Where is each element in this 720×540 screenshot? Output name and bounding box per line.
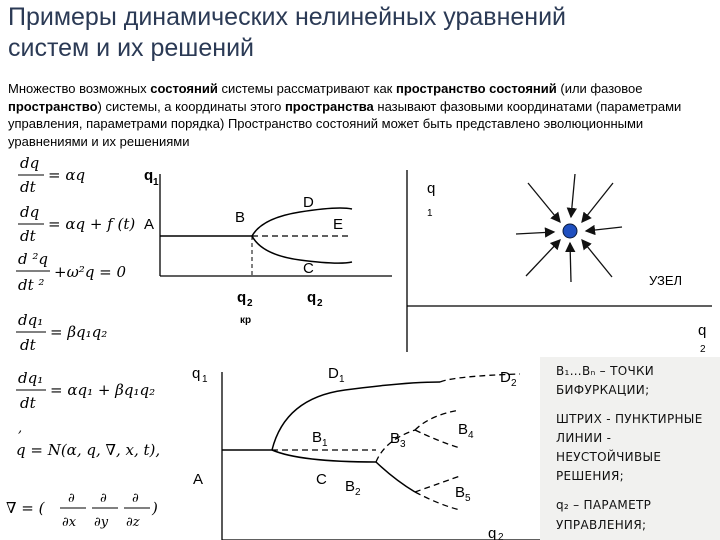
- eq7-p2-den: ∂y: [94, 515, 109, 530]
- d3-label-d2-sub: 2: [511, 378, 517, 389]
- d2-axis-q2: q: [698, 322, 707, 339]
- note-bifurcation-label: БИФУРКАЦИИ;: [556, 383, 650, 397]
- d1-label-c: C: [303, 260, 314, 277]
- note-control-label: УПРАВЛЕНИЯ;: [556, 518, 647, 532]
- eq7-p2-num: ∂: [100, 491, 107, 506]
- d3-b5-split-dashed: [415, 476, 460, 510]
- eq2-denominator: dt: [20, 227, 36, 245]
- eq7-lhs: ∇ = (: [6, 499, 45, 517]
- d2-node-point: [563, 224, 577, 238]
- d1-axis-q2-sub: 2: [247, 298, 253, 309]
- d2-arrow-e: [586, 227, 622, 231]
- equations-column: [6, 154, 160, 530]
- intro-segment: называют фазовыми координатами (параметрами управления, параметрами порядка) Пространство состояний может быть представлено эволюционными уравнениями и их решениями: [8, 98, 682, 149]
- d3-label-b3-sub: 3: [400, 439, 406, 450]
- d1-label-d: D: [303, 194, 314, 211]
- eq3-numerator: d ²q: [18, 250, 48, 268]
- d1-axis-q2: q: [237, 289, 247, 306]
- d3-middle-branch: [272, 450, 376, 462]
- d2-axis-q1: q: [427, 180, 436, 197]
- d3-axis-q2-sub: 2: [498, 532, 504, 540]
- eq5-rhs: = αq₁ + βq₁q₂: [50, 381, 156, 399]
- eq7-p1-den: ∂x: [62, 515, 77, 530]
- eq6-prefix: ,: [18, 421, 23, 436]
- d3-b2-down-branch: [376, 462, 415, 492]
- d3-label-b2-sub: 2: [355, 487, 361, 498]
- eq1-rhs: = αq: [48, 166, 86, 184]
- d2-axis-q1-sub: 1: [427, 208, 433, 219]
- note-unstable: НЕУСТОЙЧИВЫЕ: [556, 450, 662, 464]
- d1-lower-branch: [252, 236, 352, 263]
- d3-label-b1-sub: 1: [322, 438, 328, 449]
- d2-node-label: УЗЕЛ: [649, 273, 683, 288]
- eq7-p3-num: ∂: [132, 491, 139, 506]
- d3-label-b4-sub: 4: [468, 430, 474, 441]
- intro-segment: Множество возможных: [8, 81, 151, 96]
- eq4-rhs: = βq₁q₂: [50, 323, 108, 341]
- intro-segment: системы рассматривают как: [217, 81, 396, 96]
- intro-segment: состояний: [150, 81, 218, 96]
- eq6-text: q = N(α, q, ∇, x, t),: [16, 441, 161, 459]
- d1-label-e: E: [333, 216, 344, 233]
- d3-label-b5: B: [455, 484, 466, 501]
- intro-segment: (или фазовое: [556, 81, 643, 96]
- eq1-denominator: dt: [20, 178, 36, 196]
- d2-arrow-s: [570, 243, 571, 282]
- eq7-close: ): [152, 499, 158, 517]
- d2-arrow-ne: [582, 183, 613, 222]
- intro-segment: пространства: [284, 98, 374, 114]
- d2-arrow-se: [582, 240, 612, 277]
- eq2-numerator: dq: [20, 203, 40, 221]
- note-solutions: РЕШЕНИЯ;: [556, 469, 625, 483]
- eq5-numerator: dq₁: [18, 369, 44, 387]
- d3-label-d1-sub: 1: [339, 374, 345, 385]
- eq7-p3-den: ∂z: [126, 515, 140, 530]
- title-line-2: систем и их решений: [8, 34, 254, 62]
- eq4-denominator: dt: [20, 336, 36, 354]
- diagram-pitchfork: [144, 167, 392, 326]
- eq4-numerator: dq₁: [18, 311, 44, 329]
- d3-label-b5-sub: 5: [465, 493, 471, 504]
- eq5-denominator: dt: [20, 394, 36, 412]
- d3-axis-q1: q: [192, 365, 201, 382]
- d2-arrow-w: [516, 232, 554, 234]
- eq1-numerator: dq: [20, 154, 40, 172]
- d3-label-b1: B: [312, 429, 323, 446]
- d3-b3-split-dashed: [415, 410, 460, 448]
- d3-axis-q1-sub: 1: [202, 374, 208, 385]
- d3-label-a: A: [193, 471, 204, 488]
- d1-axis-x: q: [307, 289, 317, 306]
- d3-label-d1: D: [328, 365, 339, 382]
- diagram-node: [407, 170, 712, 355]
- d3-label-b2: B: [345, 478, 356, 495]
- note-bifurcation-points: B₁…Bₙ – ТОЧКИ: [556, 364, 655, 378]
- eq3-denominator: dt ²: [18, 276, 45, 294]
- d3-label-c: C: [316, 471, 327, 488]
- eq3-rhs: +ω²q = 0: [54, 263, 127, 281]
- eq7-p1-num: ∂: [68, 491, 75, 506]
- note-dashed-lines: ШТРИХ - ПУНКТИРНЫЕ: [556, 412, 703, 426]
- d1-label-b: B: [235, 209, 246, 226]
- d2-arrow-n: [571, 174, 575, 217]
- d1-axis-q-sub: 1: [153, 177, 159, 188]
- d1-crit-label: кр: [240, 315, 252, 326]
- diagram-cascade: [192, 365, 540, 540]
- d2-arrow-sw: [526, 240, 560, 276]
- d3-label-d2: D: [500, 369, 511, 386]
- d2-arrow-nw: [528, 183, 560, 222]
- d1-label-a: A: [144, 216, 155, 233]
- d1-axis-q: q: [144, 167, 154, 184]
- d3-upper-branch: [272, 382, 440, 450]
- intro-segment: ) системы, а координаты этого: [97, 98, 285, 114]
- d3-axis-q2: q: [488, 525, 497, 540]
- note-control-parameter: q₂ – ПАРАМЕТР: [556, 498, 652, 512]
- title-line-1: Примеры динамических нелинейных уравнений: [8, 3, 567, 31]
- intro-segment: пространство состояний: [395, 81, 557, 96]
- eq2-rhs: = αq + f (t): [48, 215, 136, 233]
- d1-axis-x-sub: 2: [317, 298, 323, 309]
- d3-label-b3: B: [390, 430, 401, 447]
- d2-axis-q2-sub: 2: [700, 344, 706, 355]
- note-lines: ЛИНИИ -: [556, 431, 612, 445]
- intro-segment: пространство: [8, 98, 98, 114]
- d3-label-b4: B: [458, 421, 469, 438]
